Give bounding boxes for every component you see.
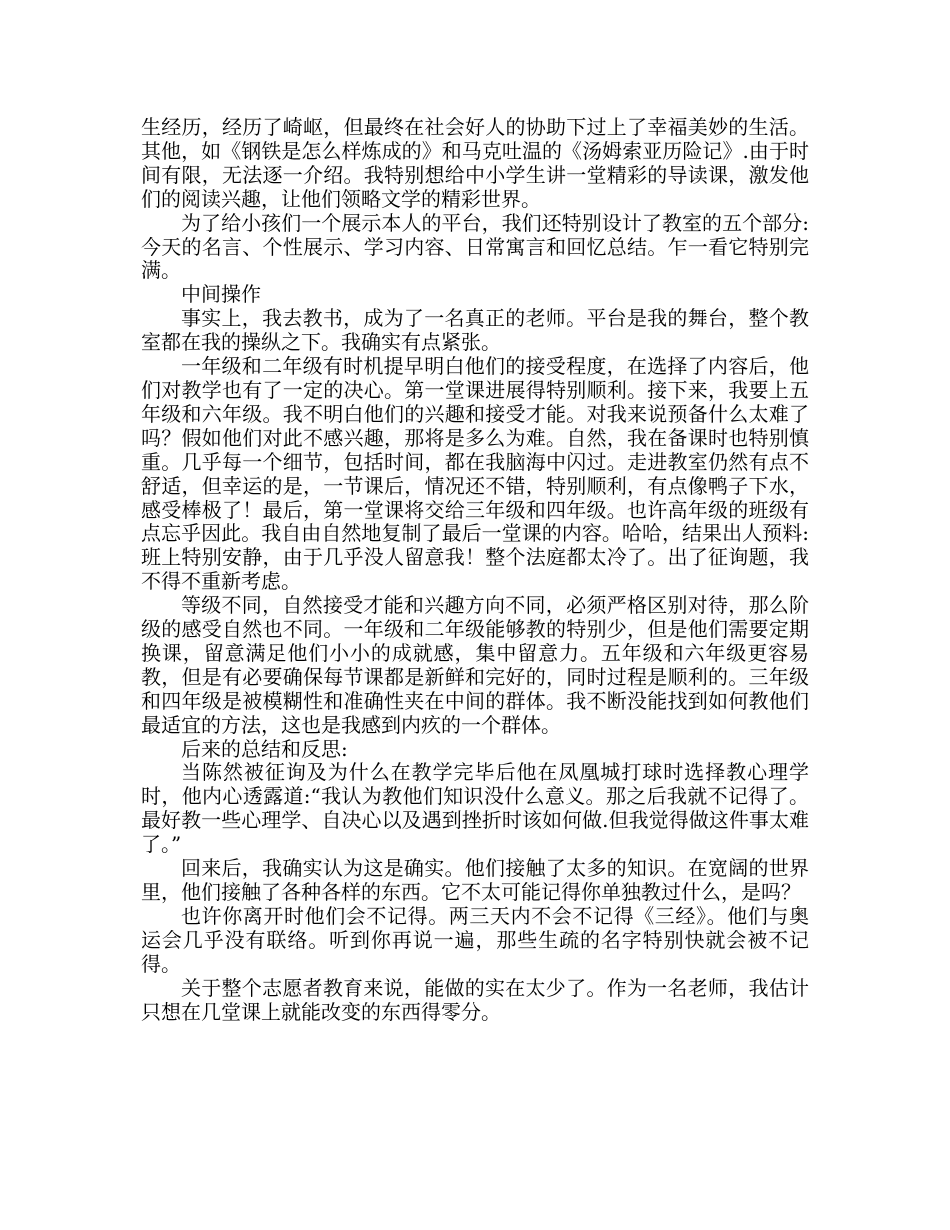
paragraph: 等级不同，自然接受才能和兴趣方向不同，必须严格区别对待，那么阶级的感受自然也不同。一年级和二年级能够教的特别少，但是他们需要定期换课，留意满足他们小小的成就感，集中留意力。五年级和六年级更容易教，但是有必要确保每节课都是新鲜和完好的，同时过程是顺利的。三年级和四年级是被模糊性和准确性夹在中间的群体。我不断没能找到如何教他们最适宜的方法，这也是我感到内疚的一个群体。 xyxy=(141,593,809,737)
document-body xyxy=(141,116,809,1024)
paragraph: 关于整个志愿者教育来说，能做的实在太少了。作为一名老师，我估计只想在几堂课上就能改变的东西得零分。 xyxy=(141,975,809,1024)
paragraph: 一年级和二年级有时机提早明白他们的接受程度，在选择了内容后，他们对教学也有了一定的决心。第一堂课进展得特别顺利。接下来，我要上五年级和六年级。我不明白他们的兴趣和接受才能。对我来说预备什么太难了吗？假如他们对此不感兴趣，那将是多么为难。自然，我在备课时也特别慎重。几乎每一个细节，包括时间，都在我脑海中闪过。走进教室仍然有点不舒适，但幸运的是，一节课后，情况还不错，特别顺利，有点像鸭子下水，感受棒极了！最后，第一堂课将交给三年级和四年级。也许高年级的班级有点忘乎因此。我自由自然地复制了最后一堂课的内容。哈哈，结果出人预料:班上特别安静，由于几乎没人留意我！整个法庭都太冷了。出了征询题，我不得不重新考虑。 xyxy=(141,354,809,594)
paragraph: 生经历，经历了崎岖，但最终在社会好人的协助下过上了幸福美妙的生活。其他，如《钢铁是怎么样炼成的》和马克吐温的《汤姆索亚历险记》.由于时间有限，无法逐一介绍。我特别想给中小学生讲一堂精彩的导读课，激发他们的阅读兴趣，让他们领略文学的精彩世界。 xyxy=(141,115,809,211)
paragraph: 为了给小孩们一个展示本人的平台，我们还特别设计了教室的五个部分:今天的名言、个性展示、学习内容、日常寓言和回忆总结。乍一看它特别完满。 xyxy=(141,210,809,283)
section-heading: 中间操作 xyxy=(181,282,261,307)
paragraph: 当陈然被征询及为什么在教学完毕后他在凤凰城打球时选择教心理学时，他内心透露道:“我认为教他们知识没什么意义。那之后我就不记得了。最好教一些心理学、自决心以及遇到挫折时该如何做.但我觉得做这件事太难了。” xyxy=(141,760,809,857)
section-heading: 后来的总结和反思: xyxy=(181,736,348,761)
paragraph: 回来后，我确实认为这是确实。他们接触了太多的知识。在宽阔的世界里，他们接触了各种各样的东西。它不太可能记得你单独教过什么，是吗？ xyxy=(141,856,809,904)
paragraph: 事实上，我去教书，成为了一名真正的老师。平台是我的舞台，整个教室都在我的操纵之下。我确实有点紧张。 xyxy=(141,306,809,355)
paragraph: 也许你离开时他们会不记得。两三天内不会不记得《三经》。他们与奥运会几乎没有联络。听到你再说一遍，那些生疏的名字特别快就会被不记得。 xyxy=(141,903,809,976)
